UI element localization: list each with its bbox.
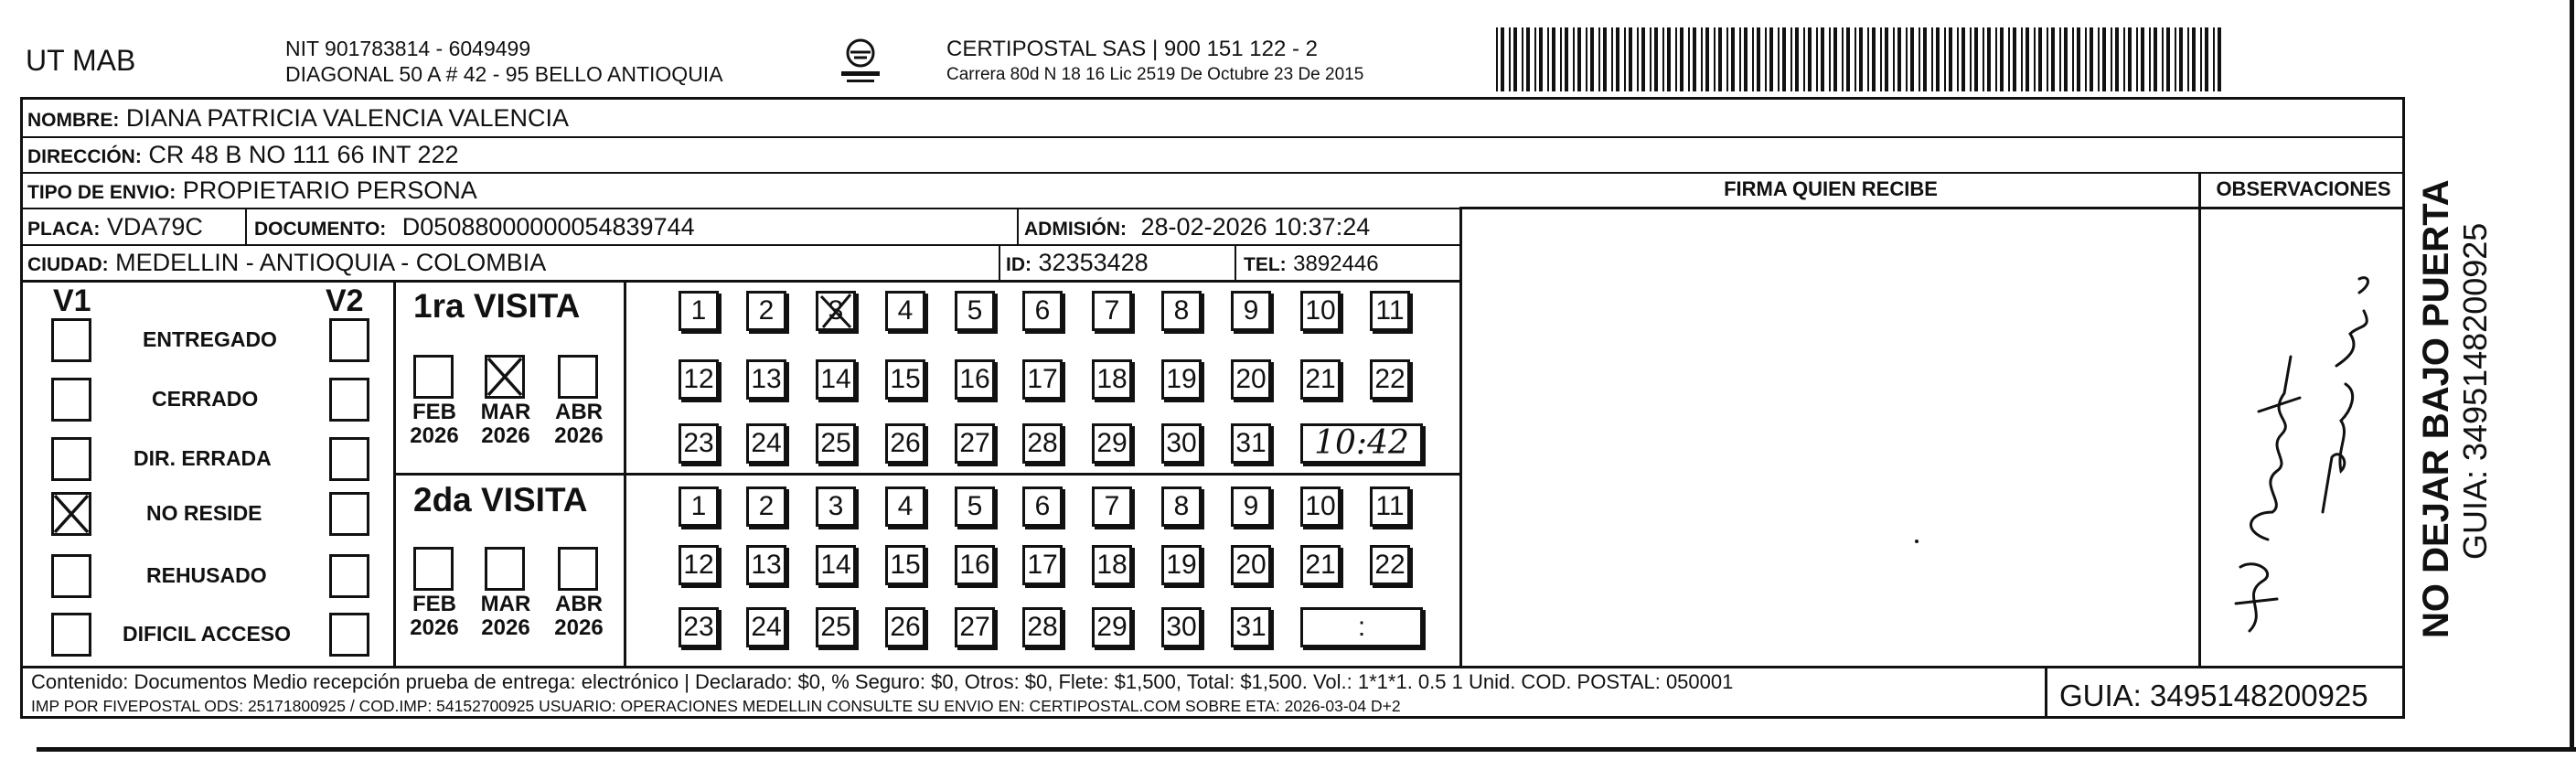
placa-field	[27, 211, 203, 245]
visit1-day-14[interactable]: 14	[816, 359, 856, 400]
visit2-day-10[interactable]: 10	[1300, 486, 1341, 527]
visit2-day-16[interactable]: 16	[955, 545, 995, 585]
v1-checkbox-no-reside[interactable]	[51, 492, 91, 536]
visit2-title: 2da VISITA	[413, 481, 588, 518]
documento-label: DOCUMENTO:	[254, 219, 387, 240]
visit1-day-5[interactable]: 5	[955, 291, 995, 331]
visit2-day-24[interactable]: 24	[746, 607, 786, 647]
visit1-day-2[interactable]: 2	[746, 291, 786, 331]
admision-value: 28-02-2026 10:37:24	[1140, 213, 1371, 241]
visit1-day-8[interactable]: 8	[1161, 291, 1202, 331]
visit1-day-15[interactable]: 15	[885, 359, 925, 400]
visit1-day-7[interactable]: 7	[1092, 291, 1132, 331]
v1-checkbox-dir-errada[interactable]	[51, 437, 91, 481]
visit2-time: :	[1357, 612, 1366, 642]
visit2-day-26[interactable]: 26	[885, 607, 925, 647]
visit2-month-year: 2026	[410, 615, 459, 640]
visit1-day-22[interactable]: 22	[1370, 359, 1410, 400]
admision-field	[1024, 211, 1370, 245]
visit1-day-10[interactable]: 10	[1300, 291, 1341, 331]
visit1-day-4[interactable]: 4	[885, 291, 925, 331]
recipient-address: CR 48 B NO 111 66 INT 222	[148, 141, 459, 168]
admision-label: ADMISIÓN:	[1024, 219, 1127, 240]
visit2-day-5[interactable]: 5	[955, 486, 995, 527]
v1-checkbox-rehusado[interactable]	[51, 554, 91, 598]
v1-checkbox-entregado[interactable]	[51, 318, 91, 362]
observaciones-header: OBSERVACIONES	[2216, 177, 2391, 200]
visit1-day-29[interactable]: 29	[1092, 423, 1132, 464]
footer-guia: GUIA: 3495148200925	[2059, 679, 2368, 712]
visit1-time-box[interactable]	[1300, 423, 1423, 464]
nit-text: NIT 901783814 - 6049499	[285, 37, 531, 60]
visit2-day-29[interactable]: 29	[1092, 607, 1132, 647]
id-value: 32353428	[1038, 249, 1149, 276]
visit2-month-box-feb[interactable]	[413, 547, 454, 591]
visit1-day-12[interactable]: 12	[679, 359, 719, 400]
visit2-month-year: 2026	[554, 615, 604, 640]
visit1-month-label: ABR	[555, 400, 603, 424]
visit2-day-27[interactable]: 27	[955, 607, 995, 647]
visit1-day-21[interactable]: 21	[1300, 359, 1341, 400]
firma-header: FIRMA QUIEN RECIBE	[1724, 177, 1938, 200]
certipostal-logo	[828, 37, 893, 88]
footer-content: Contenido: Documentos Medio recepción prueba de entrega: electrónico | Declarado: $0, % Seguro: $0, Otros: $0, Flete: $1,500, Total: $1,500. Vol.: 1*1*1. 0.5 1 Unid. COD. POSTAL: 050001	[31, 670, 1734, 693]
status-label: DIFICIL ACCESO	[123, 622, 292, 646]
status-label: NO RESIDE	[146, 501, 262, 525]
v2-checkbox-dir-errada[interactable]	[329, 437, 369, 481]
tipo-label: TIPO DE ENVIO:	[27, 182, 176, 203]
visit2-time-box[interactable]	[1300, 607, 1423, 647]
recipient-name: DIANA PATRICIA VALENCIA VALENCIA	[125, 104, 569, 132]
visit2-day-22[interactable]: 22	[1370, 545, 1410, 585]
visit1-day-13[interactable]: 13	[746, 359, 786, 400]
visit1-day-31[interactable]: 31	[1231, 423, 1271, 464]
direccion-row	[27, 139, 459, 173]
visit2-day-8[interactable]: 8	[1161, 486, 1202, 527]
barcode	[1496, 27, 2228, 91]
visit2-month-label: MAR	[480, 592, 531, 616]
visit1-day-28[interactable]: 28	[1022, 423, 1063, 464]
visit1-title: 1ra VISITA	[413, 287, 581, 325]
status-label: CERRADO	[152, 387, 259, 411]
visit2-day-15[interactable]: 15	[885, 545, 925, 585]
visit1-month-box-abr[interactable]	[558, 355, 598, 399]
footer-print-info: IMP POR FIVEPOSTAL ODS: 25171800925 / COD.IMP: 54152700925 USUARIO: OPERACIONES MEDELLIN CONSULTE SU ENVIO EN: CERTIPOSTAL.COM SOBRE ETA: 2026-03-04 D+2	[31, 697, 1401, 715]
visit2-day-18[interactable]: 18	[1092, 545, 1132, 585]
v2-checkbox-entregado[interactable]	[329, 318, 369, 362]
placa-value: VDA79C	[106, 213, 203, 241]
visit2-month-box-abr[interactable]	[558, 547, 598, 591]
v2-checkbox-dificil-acceso[interactable]	[329, 613, 369, 657]
visit2-day-17[interactable]: 17	[1022, 545, 1063, 585]
visit1-day-11[interactable]: 11	[1370, 291, 1410, 331]
visit2-day-14[interactable]: 14	[816, 545, 856, 585]
carrier-name: CERTIPOSTAL SAS | 900 151 122 - 2	[946, 37, 1318, 61]
visit2-day-30[interactable]: 30	[1161, 607, 1202, 647]
nombre-row	[27, 102, 569, 136]
visit2-month-label: FEB	[412, 592, 456, 616]
stray-dot	[1915, 540, 1919, 543]
visit1-month-year: 2026	[410, 423, 459, 448]
visit2-month-box-mar[interactable]	[485, 547, 525, 591]
visit2-day-2[interactable]: 2	[746, 486, 786, 527]
visit2-day-4[interactable]: 4	[885, 486, 925, 527]
visit1-month-label: MAR	[480, 400, 531, 424]
tel-field	[1244, 247, 1379, 281]
visit1-day-16[interactable]: 16	[955, 359, 995, 400]
side-guia: GUIA: 3495148200925	[2456, 222, 2494, 560]
v1-header: V1	[53, 283, 91, 318]
visit1-month-year: 2026	[481, 423, 530, 448]
visit1-month-box-feb[interactable]	[413, 355, 454, 399]
v2-checkbox-cerrado[interactable]	[329, 378, 369, 422]
no-dejar-warning: NO DEJAR BAJO PUERTA	[2416, 179, 2456, 638]
visit1-day-25[interactable]: 25	[816, 423, 856, 464]
v2-checkbox-no-reside[interactable]	[329, 492, 369, 536]
nombre-label: NOMBRE:	[27, 110, 120, 131]
id-label: ID:	[1006, 254, 1031, 275]
visit1-day-17[interactable]: 17	[1022, 359, 1063, 400]
visit1-day-30[interactable]: 30	[1161, 423, 1202, 464]
documento-field	[254, 211, 695, 245]
recipient-signature	[2213, 238, 2396, 640]
visit1-day-23[interactable]: 23	[679, 423, 719, 464]
visit2-day-25[interactable]: 25	[816, 607, 856, 647]
placa-label: PLACA:	[27, 219, 101, 240]
v2-header: V2	[326, 283, 364, 318]
visit2-day-19[interactable]: 19	[1161, 545, 1202, 585]
visit2-month-year: 2026	[481, 615, 530, 640]
visit2-day-31[interactable]: 31	[1231, 607, 1271, 647]
tipo-row	[27, 175, 477, 208]
status-label: ENTREGADO	[143, 327, 277, 351]
visit2-day-1[interactable]: 1	[679, 486, 719, 527]
v1-checkbox-dificil-acceso[interactable]	[51, 613, 91, 657]
v2-checkbox-rehusado[interactable]	[329, 554, 369, 598]
visit2-day-3[interactable]: 3	[816, 486, 856, 527]
visit1-time: 10:42	[1314, 424, 1409, 462]
visit1-month-box-mar[interactable]	[485, 355, 525, 399]
status-label: REHUSADO	[146, 563, 267, 587]
id-field	[1006, 247, 1149, 281]
visit2-day-11[interactable]: 11	[1370, 486, 1410, 527]
sender-address: DIAGONAL 50 A # 42 - 95 BELLO ANTIOQUIA	[285, 62, 723, 86]
visit1-day-27[interactable]: 27	[955, 423, 995, 464]
visit1-day-1[interactable]: 1	[679, 291, 719, 331]
visit2-month-label: ABR	[555, 592, 603, 616]
ciudad-field	[27, 247, 546, 281]
carrier-license: Carrera 80d N 18 16 Lic 2519 De Octubre 23 De 2015	[946, 65, 1364, 84]
tel-label: TEL:	[1244, 254, 1287, 275]
visit1-day-6[interactable]: 6	[1022, 291, 1063, 331]
visit2-day-7[interactable]: 7	[1092, 486, 1132, 527]
ciudad-label: CIUDAD:	[27, 254, 109, 275]
company-name: UT MAB	[26, 44, 136, 77]
status-label: DIR. ERRADA	[134, 446, 272, 470]
visit1-day-26[interactable]: 26	[885, 423, 925, 464]
visit2-day-23[interactable]: 23	[679, 607, 719, 647]
documento-value: D05088000000054839744	[401, 213, 695, 241]
v1-checkbox-cerrado[interactable]	[51, 378, 91, 422]
visit1-day-20[interactable]: 20	[1231, 359, 1271, 400]
visit2-day-28[interactable]: 28	[1022, 607, 1063, 647]
visit1-day-9[interactable]: 9	[1231, 291, 1271, 331]
visit2-day-20[interactable]: 20	[1231, 545, 1271, 585]
visit1-day-18[interactable]: 18	[1092, 359, 1132, 400]
visit2-day-6[interactable]: 6	[1022, 486, 1063, 527]
visit1-day-19[interactable]: 19	[1161, 359, 1202, 400]
visit2-day-12[interactable]: 12	[679, 545, 719, 585]
visit1-day-24[interactable]: 24	[746, 423, 786, 464]
visit1-month-label: FEB	[412, 400, 456, 424]
visit2-day-9[interactable]: 9	[1231, 486, 1271, 527]
tel-value: 3892446	[1293, 251, 1379, 276]
visit2-day-21[interactable]: 21	[1300, 545, 1341, 585]
visit1-day-3[interactable]: 3	[816, 291, 856, 331]
shipment-type: PROPIETARIO PERSONA	[182, 176, 477, 204]
visit1-month-year: 2026	[554, 423, 604, 448]
ciudad-value: MEDELLIN - ANTIOQUIA - COLOMBIA	[115, 249, 547, 276]
direccion-label: DIRECCIÓN:	[27, 146, 142, 167]
visit2-day-13[interactable]: 13	[746, 545, 786, 585]
